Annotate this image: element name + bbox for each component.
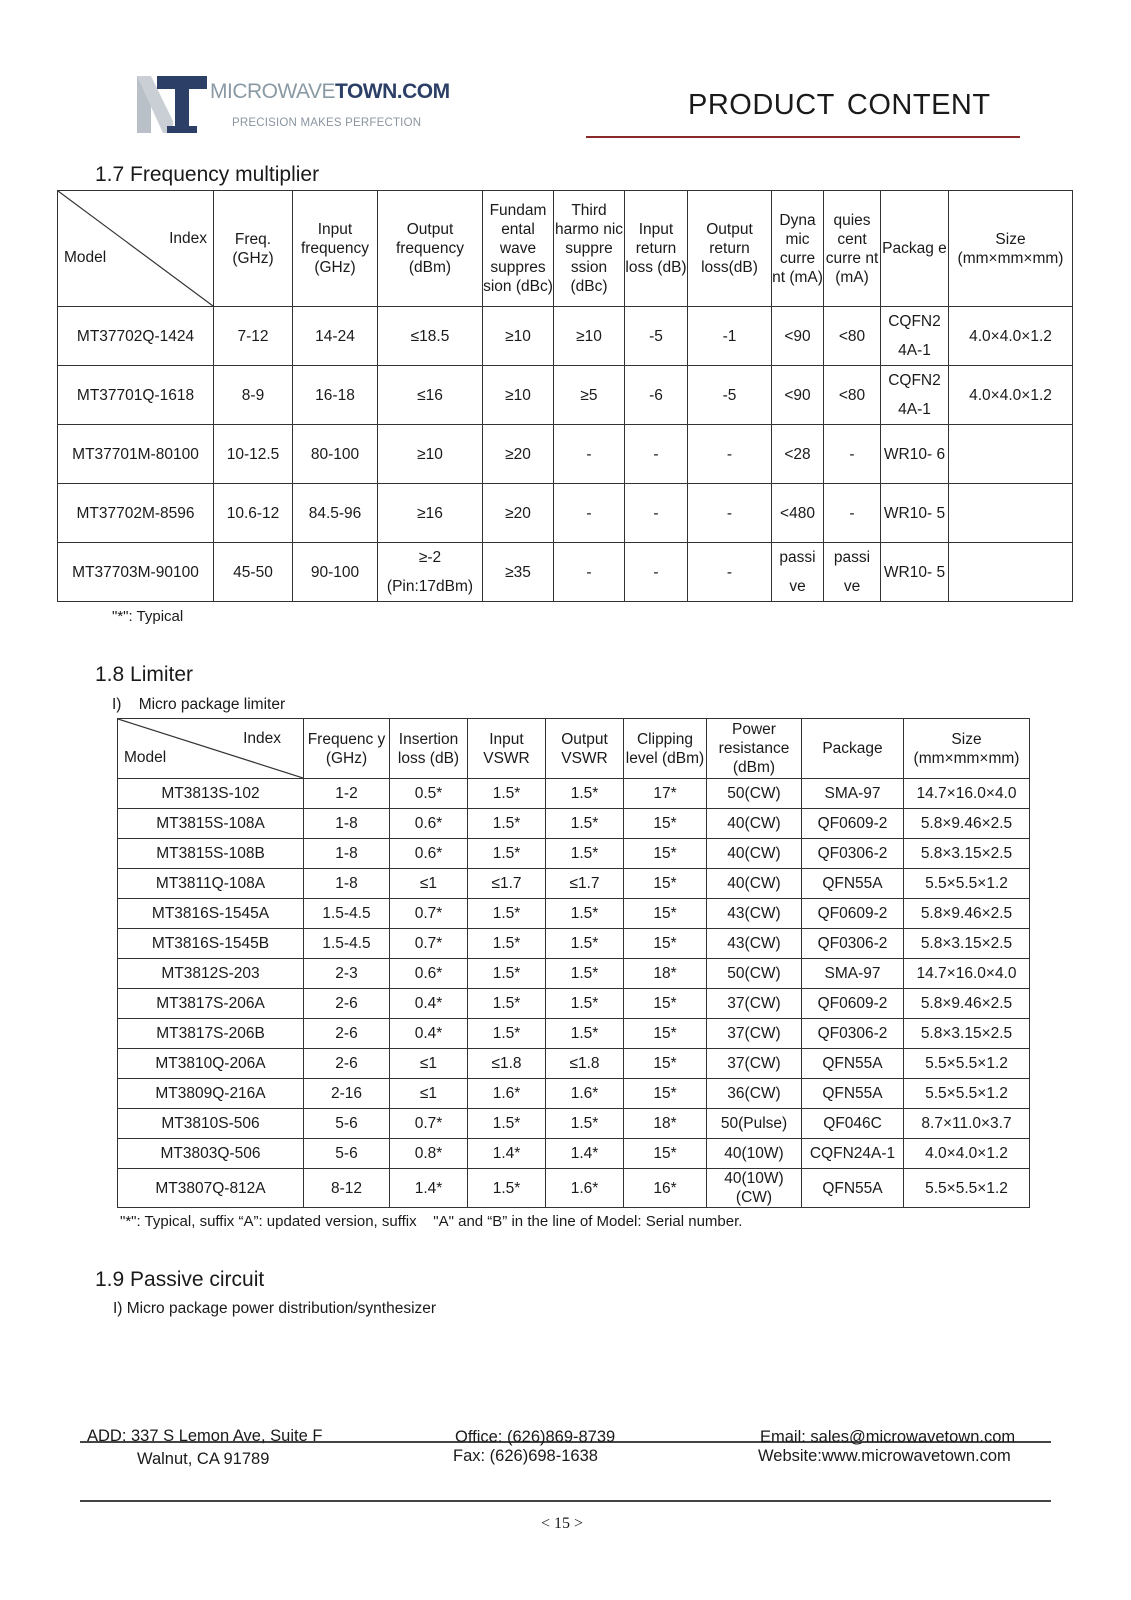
model-cell: MT3815S-108A [118,809,304,839]
table-cell: 1.5* [468,839,546,869]
table-cell: 1.5* [546,929,624,959]
table-cell: QF0609-2 [802,809,904,839]
table-cell: ≤18.5 [378,307,483,366]
table-row [58,425,1073,484]
footer-fax: Fax: (626)698-1638 [453,1447,598,1465]
table-cell: - [824,425,881,484]
table-cell: 5.8×3.15×2.5 [904,929,1030,959]
table-cell: ≥5 [554,366,625,425]
table-cell: 5.5×5.5×1.2 [904,1079,1030,1109]
table-cell: passi ve [772,543,824,602]
table-cell: 15* [624,929,707,959]
column-header: Input return loss (dB) [625,191,688,307]
table-cell: QFN55A [802,1079,904,1109]
column-header: Dyna mic curre nt (mA) [772,191,824,307]
table-cell: CQFN2 4A-1 [881,366,949,425]
table-cell: WR10- 5 [881,543,949,602]
table-cell: CQFN24A-1 [802,1139,904,1169]
model-cell: MT3810S-506 [118,1109,304,1139]
table-cell: 5-6 [304,1109,390,1139]
table-row [118,1049,1030,1079]
table-cell [949,425,1073,484]
table-cell: QF0306-2 [802,929,904,959]
table-cell: - [554,425,625,484]
table-cell: 5.8×9.46×2.5 [904,899,1030,929]
column-header: Freq. (GHz) [214,191,293,307]
column-header: Input VSWR [468,719,546,779]
table-cell: 50(CW) [707,779,802,809]
table-cell: - [824,484,881,543]
table-cell: 37(CW) [707,1049,802,1079]
table-cell: QFN55A [802,1049,904,1079]
table-cell: -6 [625,366,688,425]
model-label: Model [124,749,167,766]
table-cell: 16* [624,1169,707,1208]
table-cell: - [554,543,625,602]
brand-name-light: MICROWAVE [210,80,335,103]
table-cell: ≤1 [390,1079,468,1109]
table-cell: 1.5* [546,839,624,869]
table-cell: 1.5* [546,779,624,809]
table-cell: -1 [688,307,772,366]
table-cell: 0.8* [390,1139,468,1169]
table-cell: 14.7×16.0×4.0 [904,779,1030,809]
column-header: Size (mm×mm×mm) [949,191,1073,307]
table-cell: 1.5* [468,959,546,989]
column-header: Size (mm×mm×mm) [904,719,1030,779]
table-cell: <28 [772,425,824,484]
table-cell: 0.5* [390,779,468,809]
table-cell: 1.5* [468,1019,546,1049]
table-cell: 0.4* [390,989,468,1019]
table-cell: 2-3 [304,959,390,989]
typical-note: "*": Typical [112,608,184,625]
model-cell: MT3817S-206A [118,989,304,1019]
table-cell: WR10- 6 [881,425,949,484]
table-row [118,869,1030,899]
table-cell: 50(CW) [707,959,802,989]
table-row [118,929,1030,959]
table-cell: ≥20 [483,425,554,484]
table-cell: QF0609-2 [802,899,904,929]
column-header: Clipping level (dBm) [624,719,707,779]
model-cell: MT37701M-80100 [58,425,214,484]
table-cell: - [554,484,625,543]
table-row [118,1019,1030,1049]
section-heading-frequency-multiplier: 1.7 Frequency multiplier [95,163,320,186]
table-cell: 50(Pulse) [707,1109,802,1139]
column-header: Power resistance (dBm) [707,719,802,779]
table-cell: 5.8×3.15×2.5 [904,1019,1030,1049]
model-cell: MT3811Q-108A [118,869,304,899]
table-cell: -5 [688,366,772,425]
corner-header [118,719,304,779]
table-cell: ≤1.8 [546,1049,624,1079]
table-cell: ≥-2 (Pin:17dBm) [378,543,483,602]
table-cell: 4.0×4.0×1.2 [904,1139,1030,1169]
table-cell: - [625,484,688,543]
section-heading-limiter: 1.8 Limiter [95,663,194,686]
table-row [118,1109,1030,1139]
table-cell: 17* [624,779,707,809]
table-cell [949,484,1073,543]
table-cell: 1.5-4.5 [304,899,390,929]
table-cell: 37(CW) [707,989,802,1019]
brand-name [210,80,450,104]
table-cell: 15* [624,1019,707,1049]
table-cell: 1-8 [304,839,390,869]
table-cell: passi ve [824,543,881,602]
table-cell: 1.5* [468,929,546,959]
table-cell: 5.8×9.46×2.5 [904,989,1030,1019]
table-cell: CQFN2 4A-1 [881,307,949,366]
index-label: Index [243,730,281,747]
table-row [58,543,1073,602]
model-cell: MT3817S-206B [118,1019,304,1049]
table-cell: 15* [624,989,707,1019]
model-cell: MT3809Q-216A [118,1079,304,1109]
column-header: Third harmo nic suppre ssion (dBc) [554,191,625,307]
model-cell: MT3816S-1545B [118,929,304,959]
table-cell: 1.5* [546,899,624,929]
table-cell: 1.5* [546,989,624,1019]
corner-header [58,191,214,307]
table-row [58,307,1073,366]
table-row [118,1079,1030,1109]
table-cell: 5.5×5.5×1.2 [904,869,1030,899]
table-cell: 1.5* [546,1019,624,1049]
table-cell: QF046C [802,1109,904,1139]
index-label: Index [169,230,207,247]
table-cell: 0.6* [390,839,468,869]
table-cell: 1-2 [304,779,390,809]
table-cell: ≥10 [483,307,554,366]
table-row [118,959,1030,989]
model-cell: MT37702Q-1424 [58,307,214,366]
table-cell: 4.0×4.0×1.2 [949,366,1073,425]
table-cell: 8.7×11.0×3.7 [904,1109,1030,1139]
table-cell: 2-16 [304,1079,390,1109]
table-cell: 0.7* [390,899,468,929]
table-cell: 40(10W) (CW) [707,1169,802,1208]
table-cell: QFN55A [802,869,904,899]
table-cell: 15* [624,839,707,869]
footer-address-line2: Walnut, CA 91789 [137,1450,270,1468]
table-cell: ≤1.7 [546,869,624,899]
model-cell: MT3816S-1545A [118,899,304,929]
model-cell: MT3803Q-506 [118,1139,304,1169]
table-cell: ≥20 [483,484,554,543]
table-cell: 0.7* [390,1109,468,1139]
table-cell: 5-6 [304,1139,390,1169]
table-cell: 16-18 [293,366,378,425]
company-logo [137,73,207,135]
table-cell: 45-50 [214,543,293,602]
table-cell: 15* [624,899,707,929]
table-cell: - [688,425,772,484]
model-cell: MT3807Q-812A [118,1169,304,1208]
table-cell: ≤1.8 [468,1049,546,1079]
table-cell: 14-24 [293,307,378,366]
table-cell: ≥10 [554,307,625,366]
table-cell: <90 [772,307,824,366]
column-header: Package [802,719,904,779]
model-cell: MT3812S-203 [118,959,304,989]
column-header: Output VSWR [546,719,624,779]
table-row [58,484,1073,543]
model-cell: MT3810Q-206A [118,1049,304,1079]
table-cell: 1.5* [468,899,546,929]
table-row [118,809,1030,839]
footer-bottom-rule [80,1500,1051,1502]
table-cell: 15* [624,1079,707,1109]
table-cell: 1.4* [546,1139,624,1169]
limiter-table [117,718,1030,1208]
table-cell: ≤16 [378,366,483,425]
table-cell: WR10- 5 [881,484,949,543]
table-cell: 10-12.5 [214,425,293,484]
table-cell: 1.5-4.5 [304,929,390,959]
table-cell: QF0306-2 [802,839,904,869]
table-cell: - [688,484,772,543]
table-cell: - [625,543,688,602]
subheading-micro-package-limiter: I) Micro package limiter [112,696,286,713]
table-row [118,989,1030,1019]
table-cell: 40(CW) [707,809,802,839]
column-header: Packag e [881,191,949,307]
column-header: Frequenc y (GHz) [304,719,390,779]
column-header: Insertion loss (dB) [390,719,468,779]
table-header-row [58,191,1073,307]
table-cell: <80 [824,366,881,425]
table-cell: 1.4* [390,1169,468,1208]
table-cell: 1.5* [546,1109,624,1139]
table-cell: 8-9 [214,366,293,425]
table-cell: 43(CW) [707,929,802,959]
table-cell: 15* [624,1139,707,1169]
table-cell: 40(CW) [707,839,802,869]
table-cell: 15* [624,809,707,839]
table-cell: 0.6* [390,959,468,989]
table-cell: 7-12 [214,307,293,366]
table-cell: 1.6* [546,1079,624,1109]
model-label: Model [64,249,107,266]
table-cell: 1.5* [468,809,546,839]
table-cell: 1.4* [468,1139,546,1169]
table-cell: 43(CW) [707,899,802,929]
table-cell: 40(CW) [707,869,802,899]
table-cell: QFN55A [802,1169,904,1208]
table-cell: 4.0×4.0×1.2 [949,307,1073,366]
table-cell: - [625,425,688,484]
page-number: < 15 > [541,1515,584,1532]
model-cell: MT37702M-8596 [58,484,214,543]
model-cell: MT37703M-90100 [58,543,214,602]
table-cell: 15* [624,869,707,899]
table-cell: 36(CW) [707,1079,802,1109]
table-cell: 2-6 [304,989,390,1019]
table-cell: 5.5×5.5×1.2 [904,1169,1030,1208]
table-cell: 90-100 [293,543,378,602]
column-header: Input frequency (GHz) [293,191,378,307]
table-cell: <480 [772,484,824,543]
subheading-power-distribution: I) Micro package power distribution/synthesizer [113,1300,437,1317]
table-row [118,839,1030,869]
table-cell: 18* [624,1109,707,1139]
footer-website: Website:www.microwavetown.com [758,1447,1011,1465]
table-cell: 80-100 [293,425,378,484]
model-cell: MT3813S-102 [118,779,304,809]
table-cell: 1.5* [468,989,546,1019]
table-cell: ≥10 [378,425,483,484]
table-cell: 10.6-12 [214,484,293,543]
model-cell: MT3815S-108B [118,839,304,869]
table-cell: 15* [624,1049,707,1079]
table-cell: 2-6 [304,1049,390,1079]
table-cell: <80 [824,307,881,366]
frequency-multiplier-table [57,190,1073,602]
footer-office-phone: Office: (626)869-8739 [455,1428,616,1446]
table-cell: ≤1 [390,1049,468,1079]
table-cell: ≤1 [390,869,468,899]
model-cell: MT37701Q-1618 [58,366,214,425]
table-cell: 0.4* [390,1019,468,1049]
table-cell: 0.7* [390,929,468,959]
column-header: Fundam ental wave suppres sion (dBc) [483,191,554,307]
table-row [118,899,1030,929]
table-cell: 1-8 [304,809,390,839]
table-cell: 5.8×3.15×2.5 [904,839,1030,869]
table-cell: 40(10W) [707,1139,802,1169]
table-cell: 1.6* [546,1169,624,1208]
table-cell: 84.5-96 [293,484,378,543]
table-cell: QF0306-2 [802,1019,904,1049]
column-header: Output frequency (dBm) [378,191,483,307]
table-cell: 1-8 [304,869,390,899]
table-cell [949,543,1073,602]
limiter-note: "*": Typical, suffix “A”: updated version, suffix "A" and “B” in the line of Model: Serial number. [120,1213,743,1230]
table-cell: - [688,543,772,602]
column-header: Output return loss(dB) [688,191,772,307]
brand-tagline: PRECISION MAKES PERFECTION [232,117,422,129]
page-title: PRODUCT CONTENT [688,89,991,121]
table-cell: 1.5* [468,1169,546,1208]
table-cell: 37(CW) [707,1019,802,1049]
table-row [118,1139,1030,1169]
table-header-row [118,719,1030,779]
table-cell: 1.5* [468,779,546,809]
table-cell: ≥35 [483,543,554,602]
table-cell: 1.5* [546,959,624,989]
table-row [118,1169,1030,1208]
table-cell: 18* [624,959,707,989]
column-header: quies cent curre nt (mA) [824,191,881,307]
table-cell: 5.5×5.5×1.2 [904,1049,1030,1079]
table-cell: 2-6 [304,1019,390,1049]
table-cell: 1.6* [468,1079,546,1109]
table-cell: ≥16 [378,484,483,543]
table-cell: 8-12 [304,1169,390,1208]
table-cell: SMA-97 [802,959,904,989]
table-cell: QF0609-2 [802,989,904,1019]
footer-email: Email: sales@microwavetown.com [760,1428,1016,1446]
table-cell: ≤1.7 [468,869,546,899]
table-row [58,366,1073,425]
table-cell: <90 [772,366,824,425]
table-cell: 0.6* [390,809,468,839]
table-cell: 14.7×16.0×4.0 [904,959,1030,989]
brand-name-dark: TOWN.COM [335,80,450,103]
table-cell: 1.5* [546,809,624,839]
section-heading-passive-circuit: 1.9 Passive circuit [95,1268,265,1291]
table-cell: 5.8×9.46×2.5 [904,809,1030,839]
table-row [118,779,1030,809]
table-cell: 1.5* [468,1109,546,1139]
table-cell: ≥10 [483,366,554,425]
footer-address-line1: ADD: 337 S Lemon Ave, Suite F [87,1427,323,1445]
table-cell: SMA-97 [802,779,904,809]
table-cell: -5 [625,307,688,366]
title-underline [586,136,1020,138]
